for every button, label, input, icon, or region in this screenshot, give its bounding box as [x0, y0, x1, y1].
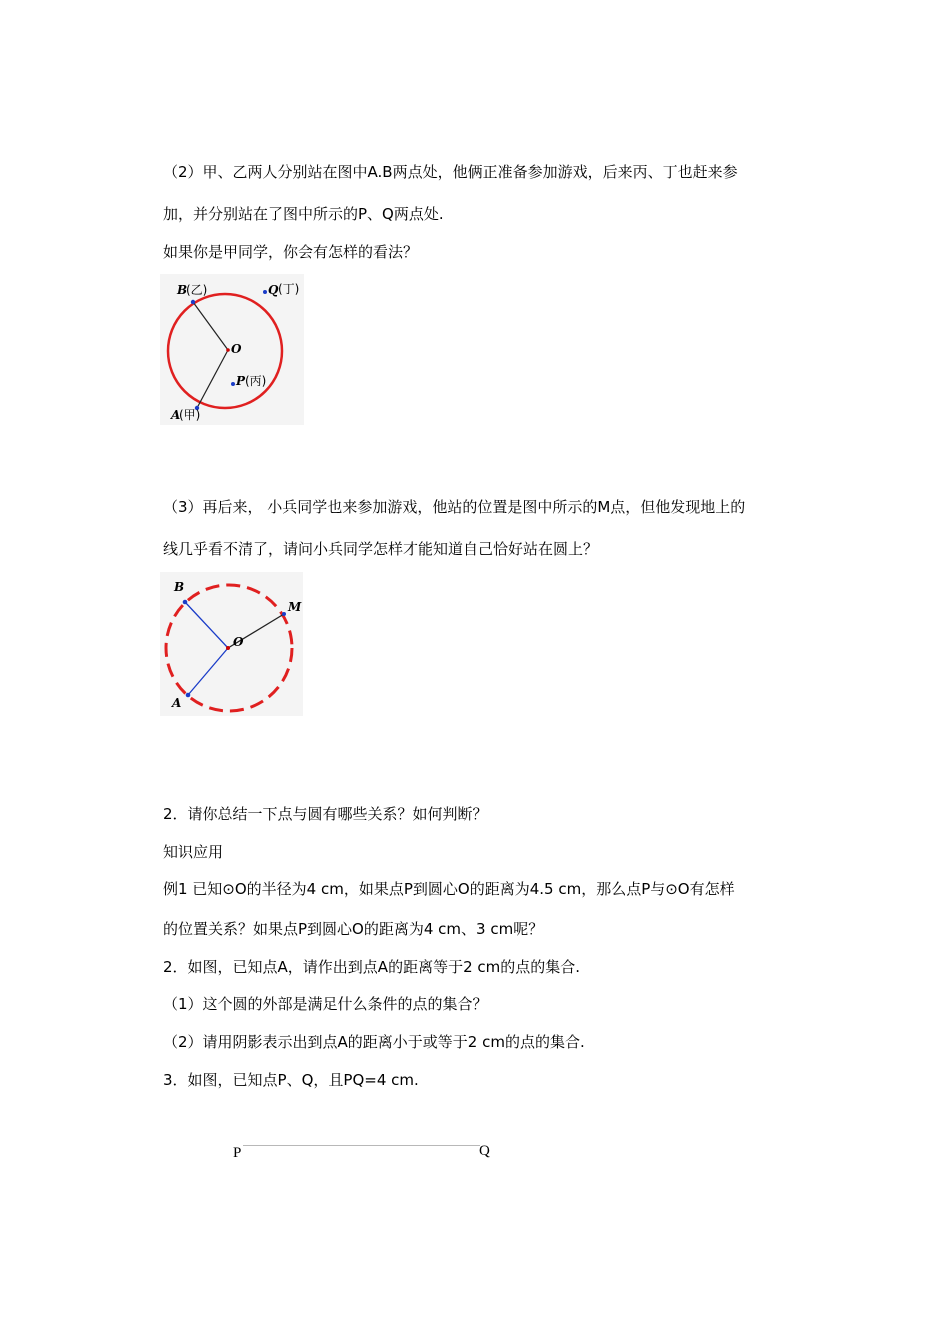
- radius-ob: [193, 302, 228, 350]
- label-p: P: [236, 374, 246, 388]
- segment-oa: [188, 648, 228, 695]
- label-q-name: (丁): [278, 282, 300, 296]
- example-1-line-1: 例1 已知⊙O的半径为4 cm，如果点P到圆心O的距离为4.5 cm，那么点P与⊙O有怎样: [163, 880, 735, 898]
- label-p: P: [233, 1145, 242, 1161]
- paragraph-2-question: 如果你是甲同学，你会有怎样的看法？: [163, 243, 419, 261]
- point-o: [226, 646, 230, 650]
- label-a: A: [172, 696, 182, 710]
- segment-pq: [243, 1145, 480, 1146]
- question-2: 2．请你总结一下点与圆有哪些关系？如何判断？: [163, 805, 488, 823]
- paragraph-2-line-1: （2）甲、乙两人分别站在图中A.B两点处，他俩正准备参加游戏，后来丙、丁也赶来参: [163, 163, 738, 181]
- label-b-name: (乙): [186, 283, 208, 297]
- segment-ob: [185, 602, 228, 648]
- label-a-name: (甲): [179, 408, 201, 422]
- figure-dashed-circle-abm-svg: [160, 572, 303, 716]
- label-b: B: [174, 580, 185, 594]
- point-o: [226, 348, 230, 352]
- label-q: Q: [479, 1143, 490, 1159]
- point-a: [186, 693, 191, 698]
- point-q: [263, 290, 267, 294]
- figure-circle-abpq: [160, 274, 304, 425]
- point-p: [231, 382, 235, 386]
- label-a: A: [171, 408, 181, 422]
- label-p-name: (丙): [245, 374, 267, 388]
- point-m: [282, 612, 286, 616]
- label-o: O: [231, 342, 242, 356]
- circle-outline: [168, 294, 282, 408]
- label-b: B: [177, 283, 188, 297]
- figure-dashed-circle-abm: [160, 572, 303, 716]
- label-q: Q: [268, 283, 279, 297]
- exercise-2: 2．如图，已知点A，请作出到点A的距离等于2 cm的点的集合.: [163, 958, 581, 976]
- exercise-3: 3．如图，已知点P、Q，且PQ=4 cm.: [163, 1071, 419, 1089]
- point-b: [191, 300, 195, 304]
- exercise-2-part-1: （1）这个圆的外部是满足什么条件的点的集合？: [163, 995, 488, 1013]
- label-m: M: [288, 600, 302, 614]
- paragraph-2-line-2: 加，并分别站在了图中所示的P、Q两点处.: [163, 205, 444, 223]
- point-b: [183, 600, 188, 605]
- label-o: O: [233, 635, 244, 649]
- example-1-line-2: 的位置关系？如果点P到圆心O的距离为4 cm、3 cm呢？: [163, 920, 544, 938]
- radius-oa: [197, 350, 228, 408]
- section-title: 知识应用: [163, 843, 224, 861]
- figure-circle-abpq-svg: [160, 274, 304, 425]
- exercise-2-part-2: （2）请用阴影表示出到点A的距离小于或等于2 cm的点的集合.: [163, 1033, 585, 1051]
- paragraph-3-line-2: 线几乎看不清了，请问小兵同学怎样才能知道自己恰好站在圆上？: [163, 540, 599, 558]
- paragraph-3-line-1: （3）再后来， 小兵同学也来参加游戏，他站的位置是图中所示的M点，但他发现地上的: [163, 498, 746, 516]
